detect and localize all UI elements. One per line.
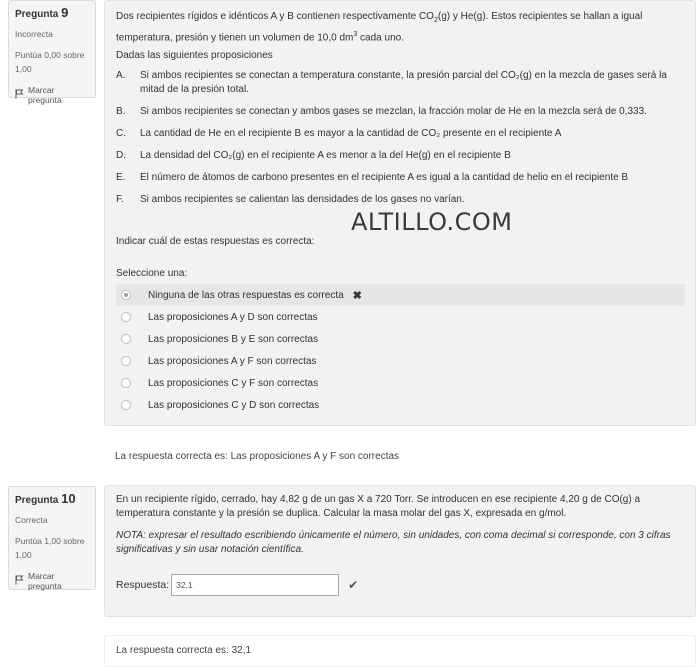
incorrect-icon: ✖ <box>352 289 362 302</box>
proposition: A. Si ambos recipientes se conectan a temperatura constante, la presión parcial del CO₂(g) en la mezcla de gases será la mitad de la presión total. <box>116 70 667 96</box>
proposition: B. Si ambos recipientes se conectan y ambos gases se mezclan, la fracción molar de He en la mezcla será de 0,333. <box>116 106 647 118</box>
question-10-content <box>104 485 696 617</box>
option-label: Las proposiciones A y D son correctas <box>148 311 318 323</box>
proposition: D. La densidad del CO₂(g) en el recipiente A es menor a la del He(g) en el recipiente B <box>116 150 511 162</box>
question-10-info <box>8 486 96 590</box>
given-label: Dadas las siguientes proposiciones <box>116 50 273 62</box>
question-grade: Puntúa 0,00 sobre 1,00 <box>15 50 85 75</box>
answer-option[interactable] <box>116 350 685 372</box>
radio-button[interactable] <box>121 356 131 366</box>
answer-input[interactable] <box>171 574 339 596</box>
answer-option[interactable] <box>116 394 685 416</box>
radio-button[interactable] <box>121 312 131 322</box>
answer-option[interactable] <box>116 284 685 306</box>
flag-question-button[interactable] <box>15 85 89 105</box>
radio-button[interactable] <box>121 378 131 388</box>
radio-button[interactable] <box>121 400 131 410</box>
option-label: Las proposiciones B y E son correctas <box>148 333 319 345</box>
question-note: NOTA: expresar el resultado escribiendo únicamente el número, sin unidades, con coma decimal si corresponde, con 3 cifras significativas y sin usar notación científica. <box>116 530 671 555</box>
proposition: E. El número de átomos de carbono presentes en el recipiente A es igual a la cantidad de helio en el recipiente B <box>116 172 629 184</box>
proposition: F. Si ambos recipientes se calientan las densidades de los gases no varían. <box>116 194 465 206</box>
propositions-list <box>116 69 685 207</box>
question-grade: Puntúa 1,00 sobre 1,00 <box>15 536 85 561</box>
select-one-label: Seleccione una: <box>116 268 188 280</box>
question-number: Pregunta 10 <box>15 491 76 506</box>
flag-icon <box>15 89 24 101</box>
question-state: Correcta <box>15 515 48 525</box>
question-number: Pregunta 9 <box>15 5 69 20</box>
option-label: Las proposiciones A y F son correctas <box>148 355 317 367</box>
option-label: Las proposiciones C y D son correctas <box>148 399 320 411</box>
answer-option[interactable] <box>116 372 685 394</box>
flag-question-button[interactable] <box>15 571 89 591</box>
prompt-text: Indicar cuál de estas respuestas es correcta: <box>116 236 315 248</box>
watermark-text: ALTILLO.COM <box>351 208 513 236</box>
answer-row <box>116 574 685 596</box>
correct-check-icon: ✔ <box>348 578 359 592</box>
question-text: Dos recipientes rígidos e idénticos A y B contienen respectivamente $CO_2(g)$ y He(g). Estos recipientes se hallan a igual temperatura, presión y tienen un volumen de 10,0 $dm^3$ cada uno. <box>116 11 643 44</box>
correct-answer-feedback: La respuesta correcta es: 32,1 <box>104 635 696 667</box>
question-text: En un recipiente rígido, cerrado, hay 4,82 g de un gas X a 720 Torr. Se introducen en ese recipiente 4,20 g de CO(g) a temperatura constante y la presión se duplica. Calcular la masa molar del gas X, expresada en g/mol. <box>116 494 641 519</box>
flag-label: Marcar pregunta <box>28 570 62 591</box>
answer-option[interactable] <box>116 306 685 328</box>
option-label: Ninguna de las otras respuestas es correcta <box>148 289 344 301</box>
radio-button[interactable] <box>121 334 131 344</box>
question-9-info <box>8 0 96 105</box>
flag-icon <box>15 575 24 587</box>
question-state: Incorrecta <box>15 29 53 39</box>
answer-options <box>116 284 685 416</box>
flag-label: Marcar pregunta <box>28 84 62 105</box>
option-label: Las proposiciones C y F son correctas <box>148 377 319 389</box>
correct-answer-feedback: La respuesta correcta es: Las proposiciones A y F son correctas <box>104 445 696 475</box>
proposition: C. La cantidad de He en el recipiente B es mayor a la cantidad de CO₂ presente en el recipiente A <box>116 128 562 140</box>
radio-button[interactable] <box>121 290 131 300</box>
answer-option[interactable] <box>116 328 685 350</box>
answer-label: Respuesta: <box>116 579 170 591</box>
